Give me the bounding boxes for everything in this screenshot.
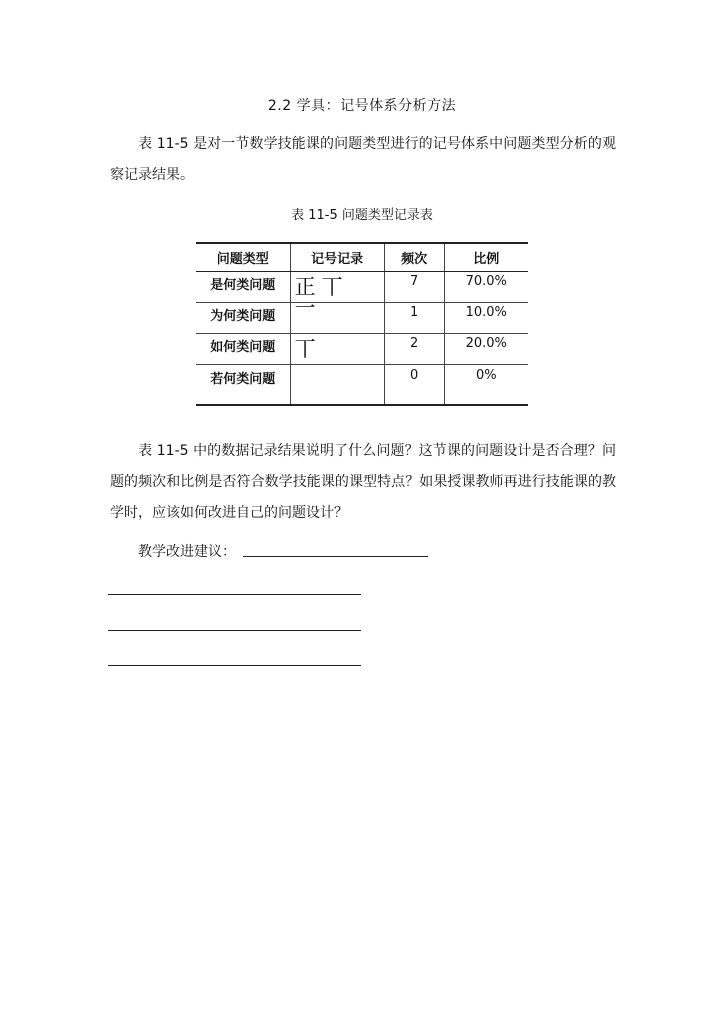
row-tally [290,365,384,406]
writing-line[interactable] [108,665,361,666]
table-row [196,334,528,365]
row-count: 7 [384,272,444,303]
table-row [196,272,528,303]
tally-mark: 丅 [294,337,316,361]
intro-text: 表 11-5 是对一节数学技能课的问题类型进行的记号体系中问题类型分析的观察记录结果。 [110,136,616,183]
tally-mark: 一 [294,296,316,320]
row-tally [290,296,384,334]
row-type: 如何类问题 [196,334,290,365]
table-row [196,303,528,334]
header-ratio: 比例 [444,243,528,272]
tally-mark: 正 [294,275,316,299]
row-tally [290,334,384,365]
row-type: 为何类问题 [196,303,290,334]
question-paragraph [110,436,616,529]
table-caption: 表 11-5 问题类型记录表 [291,208,433,223]
row-ratio: 20.0% [444,334,528,365]
header-frequency: 频次 [384,243,444,272]
intro-paragraph [110,129,616,191]
question-text: 表 11-5 中的数据记录结果说明了什么问题？这节课的问题设计是否合理？问题的频次和比例是否符合数学技能课的课型特点？如果授课教师再进行技能课的教学时，应该如何改进自己的问题设计？ [110,443,616,521]
row-type: 是何类问题 [196,272,290,303]
table-header-row [196,243,528,272]
row-count: 2 [384,334,444,365]
row-type: 若何类问题 [196,365,290,406]
row-count: 1 [384,303,444,334]
row-count: 0 [384,365,444,406]
section-heading: 2.2 学具：记号体系分析方法 [267,98,457,114]
row-ratio: 70.0% [444,272,528,303]
suggestion-label: 教学改进建议： [138,544,236,560]
header-tally-record: 记号记录 [290,243,384,272]
suggestion-answer-line[interactable] [243,556,428,557]
table-row [196,365,528,406]
question-type-table [196,242,528,406]
header-question-type: 问题类型 [196,243,290,272]
row-ratio: 0% [475,368,497,383]
row-ratio: 10.0% [444,303,528,334]
tally-mark: 丅 [321,275,343,299]
writing-line[interactable] [108,594,361,595]
writing-line[interactable] [108,630,361,631]
